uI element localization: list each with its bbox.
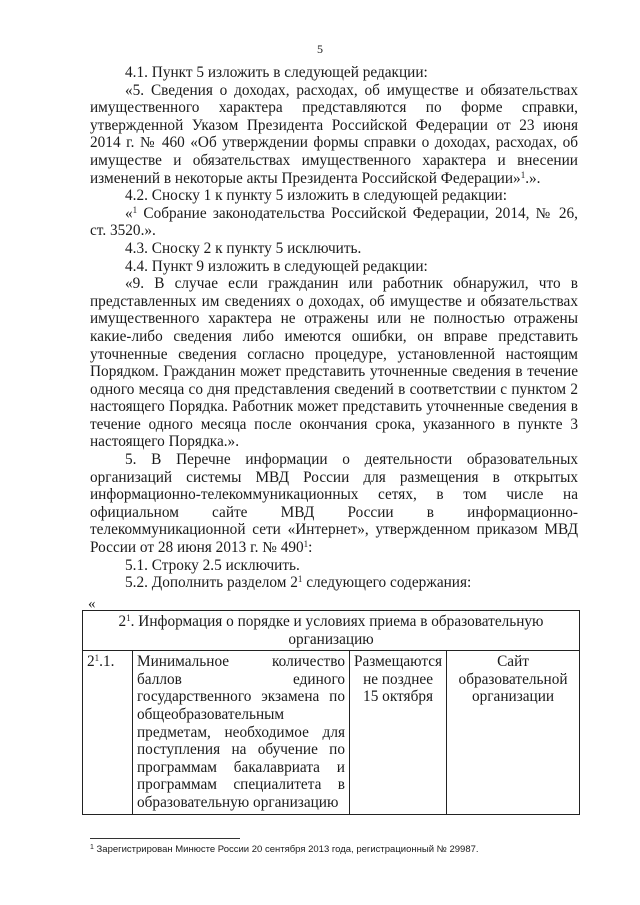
section-title: $2^1$. Информация о порядке и условиях приема в образовательную организацию (83, 611, 580, 651)
row-description: Минимальное количество баллов единого государственного экзамена по общеобразовательным предметам, необходимое для поступления на обучение по программам бакалавриата и программам специалитета в образовательную организацию (133, 651, 350, 814)
table-section-row (83, 611, 580, 651)
paragraph: «$^1$ Собрание законодательства Российской Федерации, 2014, № 26, ст. 3520.». (90, 204, 578, 240)
paragraph: «5. Сведения о доходах, расходах, об имуществе и обязательствах имущественного характера представляются по форме справки, утвержденной Указом Президента Российской Федерации от 23 июня 2014 г. № 460 «Об утверждении формы справки о доходах, расходах, об имуществе и обязательствах имущественного характера и внесении изменений в некоторые акты Президента Российской Федерации»$^1$.». (90, 81, 578, 187)
document-body (90, 64, 578, 592)
row-term: Размещаются не позднее 15 октября (350, 651, 447, 814)
paragraph: 5. В Перечне информации о деятельности образовательных организаций системы МВД России для размещения в открытых информационно-телекоммуникационных сетях, в том числе на официальном сайте МВД России в информационно-телекоммуникационной сети «Интернет», утвержденном приказом МВД России от 28 июня 2013 г. № $490^1$: (90, 451, 578, 557)
table-row (83, 651, 580, 814)
footnote: $^1$ Зарегистрирован Минюсте России 20 сентября 2013 года, регистрационный № 29987. (90, 844, 479, 855)
paragraph: 5.1. Строку 2.5 исключить. (125, 556, 300, 574)
paragraph: 5.2. Дополнить разделом $2^1$ следующего содержания: (125, 574, 472, 592)
footnote-ref: 1 (297, 574, 303, 585)
row-place: Сайт образовательной организации (447, 651, 580, 814)
paragraph: 4.3. Сноску 2 к пункту 5 исключить. (125, 239, 362, 257)
paragraph: 4.4. Пункт 9 изложить в следующей редакции: (125, 257, 428, 275)
paragraph: «9. В случае если гражданин или работник обнаружил, что в представленных им сведениях о доходах, об имуществе и обязательствах имущественного характера не отражены или не полностью отражены какие-либо сведения либо имеются ошибки, он вправе представить уточненные сведения согласно процедуре, установленной настоящим Порядком. Гражданин может представить уточненные сведения в течение одного месяца со дня представления сведений в соответствии с пунктом 2 настоящего Порядка. Работник может представить уточненные сведения в течение одного месяца после окончания срока, указанного в пункте 3 настоящего Порядка.». (90, 275, 578, 451)
paragraph: 4.1. Пункт 5 изложить в следующей редакции: (125, 64, 428, 81)
row-number: $2^1.1$. (83, 651, 133, 814)
info-table (82, 610, 580, 815)
paragraph: 4.2. Сноску 1 к пункту 5 изложить в следующей редакции: (125, 187, 507, 205)
footnote-divider (90, 838, 240, 839)
footnote-ref: 1 (303, 539, 309, 550)
opening-quote: « (88, 596, 96, 612)
footnote-ref: 1 (132, 204, 138, 215)
page-number: 5 (317, 42, 323, 56)
footnote-ref: 1 (520, 169, 526, 180)
